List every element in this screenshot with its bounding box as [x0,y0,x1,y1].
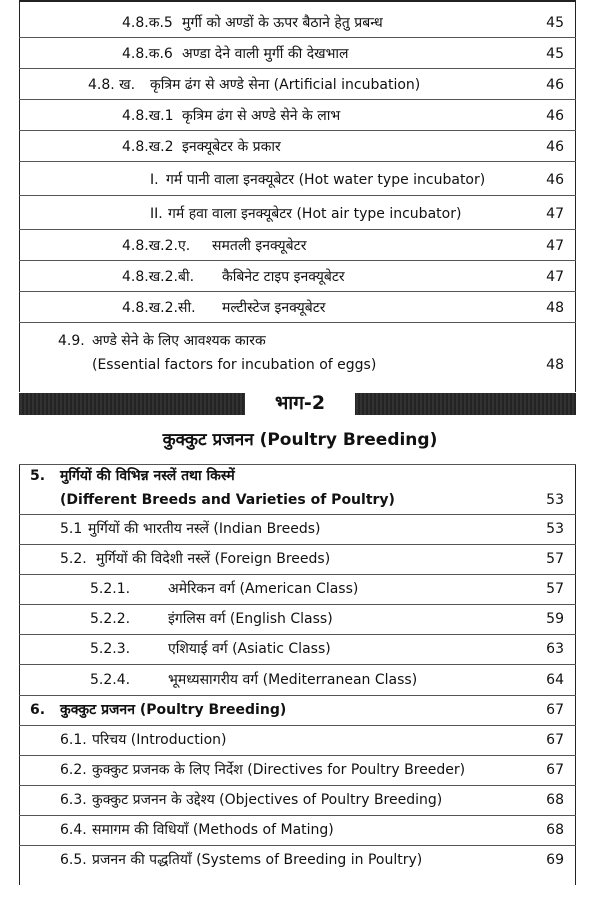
entry-page: 47 [546,269,564,285]
entry-number: 4.8.ख.2.बी. [122,269,195,285]
entry-number: 4.8.ख.2.ए. [122,238,191,254]
entry-number: 6.4. [60,822,87,838]
row-separator [19,574,576,575]
entry-number: II. [150,206,163,222]
entry-page: 53 [546,521,564,537]
toc-entry [0,236,600,266]
entry-page: 45 [546,15,564,31]
entry-number: 5.2.3. [90,641,131,657]
entry-number: 5.2. [60,551,87,567]
chapter-page: 53 [546,492,564,508]
entry-page: 45 [546,46,564,62]
toc-entry [0,331,600,381]
entry-page: 57 [546,581,564,597]
chapter-subtitle: (Different Breeds and Varieties of Poultry) [60,492,395,508]
row-separator [19,99,576,100]
entry-number: 4.8.क.6 [122,46,173,62]
row-separator [19,845,576,846]
entry-page: 47 [546,238,564,254]
entry-number: 5.2.4. [90,672,131,688]
part-band-left [19,393,245,415]
row-separator [19,815,576,816]
entry-title: मुर्गियों की भारतीय नस्लें (Indian Breeds) [88,521,321,537]
entry-number: 4.9. [58,333,85,349]
entry-page: 68 [546,822,564,838]
chapter-number: 6. [30,702,46,718]
row-separator [19,725,576,726]
row-separator [19,229,576,230]
row-separator [19,695,576,696]
entry-title: अमेरिकन वर्ग (American Class) [168,581,359,597]
row-separator [19,195,576,196]
toc-entry [0,850,600,880]
row-separator [19,664,576,665]
part-title: कुक्कुट प्रजनन (Poultry Breeding) [162,430,438,450]
entry-number: 5.1 [60,521,83,537]
entry-page: 48 [546,357,564,373]
entry-title: कृत्रिम ढंग से अण्डे सेने के लाभ [182,108,341,124]
entry-page: 57 [546,551,564,567]
entry-page: 68 [546,792,564,808]
entry-title: भूमध्यसागरीय वर्ग (Mediterranean Class) [168,672,418,688]
row-separator [19,514,576,515]
entry-number: 6.5. [60,852,87,868]
entry-title: एशियाई वर्ग (Asiatic Class) [168,641,331,657]
row-separator [19,755,576,756]
entry-title: कुक्कुट प्रजनक के लिए निर्देश (Directives for Poultry Breeder) [92,762,466,778]
entry-number: 5.2.2. [90,611,131,627]
entry-title: प्रजनन की पद्धतियाँ (Systems of Breeding in Poultry) [92,852,423,868]
entry-number: I. [150,172,159,188]
entry-title: अण्डे सेने के लिए आवश्यक कारक [92,333,266,349]
entry-number: 6.2. [60,762,87,778]
row-separator [19,68,576,69]
toc-entry [0,298,600,328]
row-separator [19,291,576,292]
entry-title: मुर्गी को अण्डों के ऊपर बैठाने हेतु प्रबन्ध [182,15,383,31]
entry-title: कृत्रिम ढंग से अण्डे सेना (Artificial incubation) [150,77,421,93]
entry-page: 63 [546,641,564,657]
entry-number: 4.8.ख.1 [122,108,174,124]
toc-entry [0,75,600,105]
entry-number: 4.8. ख. [88,77,136,93]
entry-page: 67 [546,732,564,748]
entry-page: 47 [546,206,564,222]
entry-title: अण्डा देने वाली मुर्गी की देखभाल [182,46,349,62]
entry-number: 5.2.1. [90,581,131,597]
entry-title: गर्म हवा वाला इनक्यूबेटर (Hot air type incubator) [168,206,462,222]
entry-number: 4.8.ख.2.सी. [122,300,196,316]
entry-number: 4.8.ख.2 [122,139,174,155]
toc-entry [0,137,600,167]
chapter-title: मुर्गियों की विभिन्न नस्लें तथा किस्में [60,468,235,484]
entry-title: समतली इनक्यूबेटर [212,238,307,254]
entry-page: 64 [546,672,564,688]
toc-entry [0,13,600,43]
entry-title: मुर्गियों की विदेशी नस्लें (Foreign Breeds) [96,551,331,567]
row-separator [19,37,576,38]
row-separator [19,260,576,261]
entry-title: इंगलिस वर्ग (English Class) [168,611,333,627]
entry-page: 67 [546,762,564,778]
row-separator [19,322,576,323]
top-rule [19,0,576,2]
entry-title: समागम की विधियाँ (Methods of Mating) [92,822,334,838]
row-separator [19,634,576,635]
entry-title: कैबिनेट टाइप इनक्यूबेटर [222,269,345,285]
toc-entry [0,44,600,74]
row-separator [19,785,576,786]
section-rule [19,464,576,465]
toc-entry [0,267,600,297]
entry-title: इनक्यूबेटर के प्रकार [182,139,281,155]
entry-title: परिचय (Introduction) [92,732,227,748]
row-separator [19,604,576,605]
part-band-right [355,393,576,415]
entry-title: कुक्कुट प्रजनन के उद्देश्य (Objectives of Poultry Breeding) [92,792,443,808]
chapter-title: कुक्कुट प्रजनन (Poultry Breeding) [60,702,287,718]
row-separator [19,130,576,131]
entry-page: 46 [546,172,564,188]
row-separator [19,161,576,162]
entry-page: 69 [546,852,564,868]
chapter-number: 5. [30,468,46,484]
entry-number: 4.8.क.5 [122,15,173,31]
entry-page: 59 [546,611,564,627]
chapter-entry [0,466,600,514]
part-label: भाग-2 [274,392,326,414]
entry-page: 48 [546,300,564,316]
entry-page: 46 [546,139,564,155]
chapter-page: 67 [546,702,564,718]
entry-title: गर्म पानी वाला इनक्यूबेटर (Hot water type incubator) [166,172,486,188]
entry-title: मल्टीस्टेज इनक्यूबेटर [222,300,326,316]
toc-entry [0,106,600,136]
entry-number: 6.1. [60,732,87,748]
entry-number: 6.3. [60,792,87,808]
row-separator [19,544,576,545]
entry-subtitle: (Essential factors for incubation of eggs) [92,357,377,373]
entry-page: 46 [546,77,564,93]
entry-page: 46 [546,108,564,124]
